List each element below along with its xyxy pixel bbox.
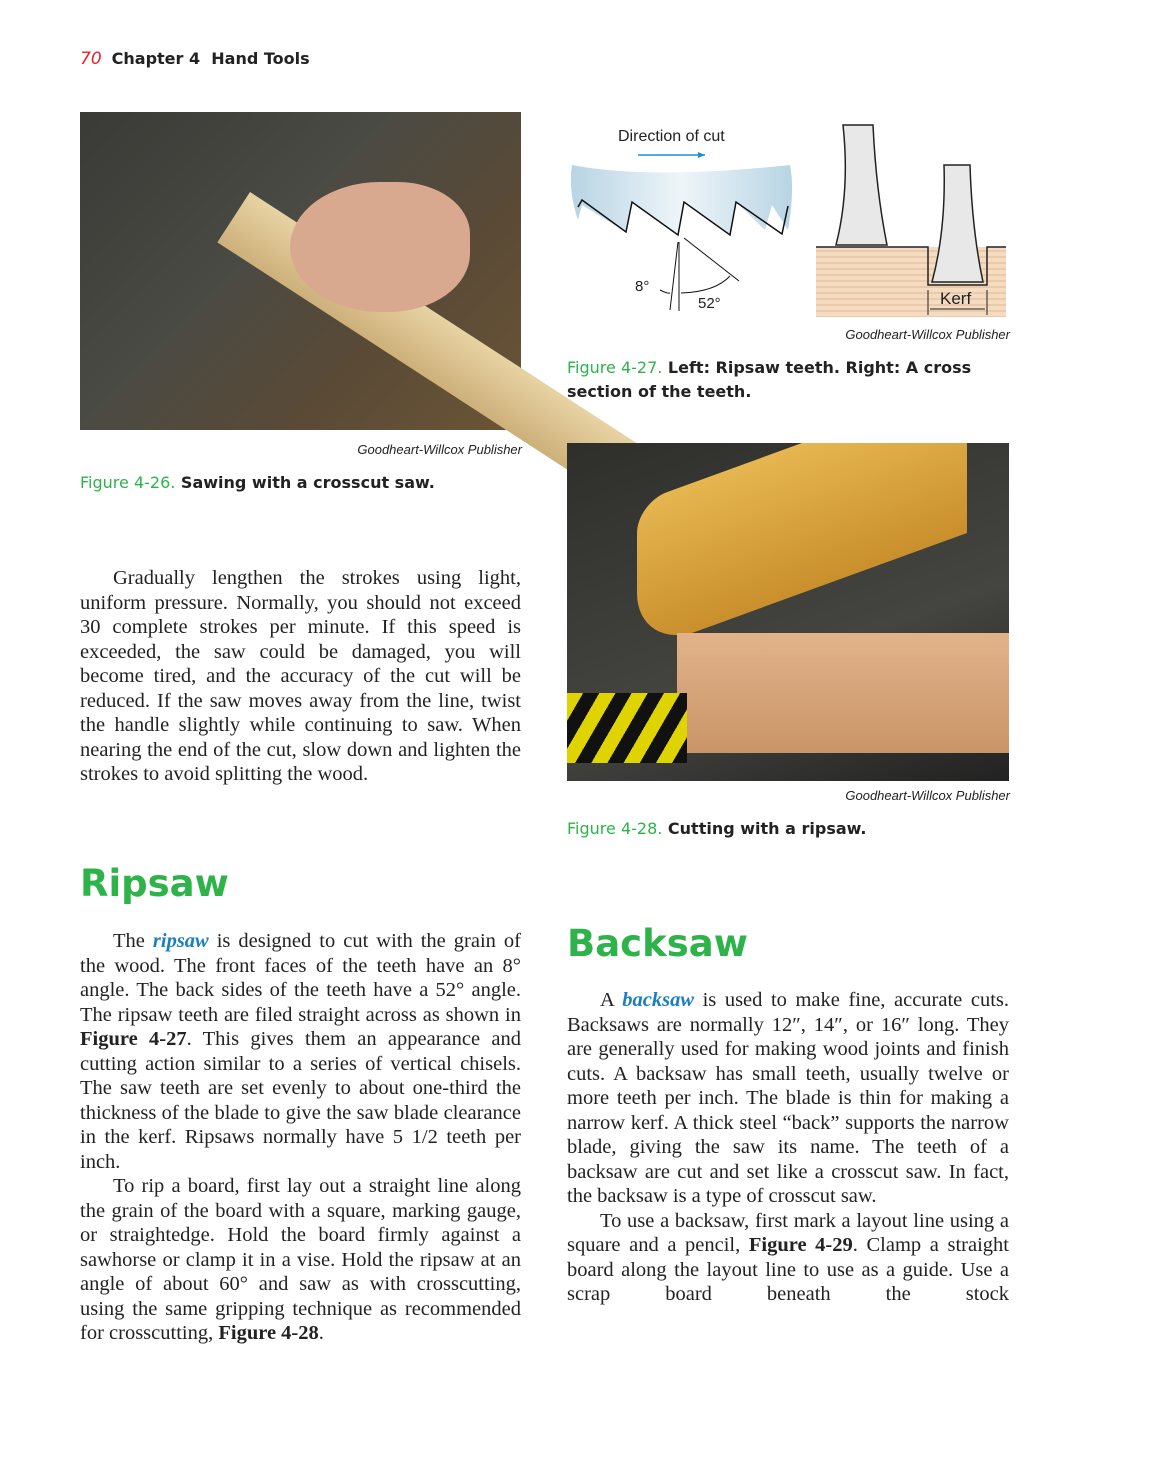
glossary-term: ripsaw [152, 930, 209, 952]
ripsaw-text [80, 929, 521, 1346]
page-number: 70 [80, 49, 102, 69]
figure-credit: Goodheart-Willcox Publisher [845, 788, 1010, 803]
backsaw-text [567, 988, 1009, 1307]
figure-caption: Figure 4-28. Cutting with a ripsaw. [567, 819, 867, 838]
figure-reference: Figure 4-27 [80, 1028, 187, 1050]
ripsaw-photo [567, 443, 1009, 781]
section-heading-ripsaw: Ripsaw [80, 862, 229, 905]
figure-credit: Goodheart-Willcox Publisher [845, 327, 1010, 342]
figure-caption: Figure 4-27. Left: Ripsaw teeth. Right: A cross section of the teeth. [567, 358, 972, 401]
figure-credit: Goodheart-Willcox Publisher [357, 442, 522, 457]
figure-reference: Figure 4-29 [748, 1234, 853, 1256]
paragraph: To rip a board, first lay out a straight line along the grain of the board with a square, marking gauge, or straightedge. Hold the board firmly against a sawhorse or clamp it in a vise. Hold the ripsaw at an angle of about 60° and saw as with crosscutting, using the same gripping technique as recommended for crosscutting, Figure 4-28. [80, 1175, 521, 1344]
ripsaw-teeth-diagram [560, 110, 1020, 325]
chapter-label: Chapter 4 [111, 49, 201, 68]
front-angle-label: 8° [635, 278, 650, 295]
paragraph: To use a backsaw, first mark a layout line using a square and a pencil, Figure 4-29. Clamp a straight board along the layout line to use as a guide. Use a scrap board beneath the stock [567, 1209, 1009, 1305]
crosscut-saw-photo [80, 112, 521, 430]
direction-label: Direction of cut [618, 128, 725, 145]
figure-reference: Figure 4-28 [218, 1322, 319, 1344]
kerf-label: Kerf [940, 289, 972, 308]
back-angle-label: 52° [698, 295, 721, 312]
paragraph: A backsaw is used to make fine, accurate cuts. Backsaws are normally 12″, 14″, or 16″ long. They are generally used for making wood joints and finish cuts. A backsaw has small teeth, usually twelve or more teeth per inch. The blade is thin for making a narrow kerf. A thick steel “back” supports the narrow blade, giving the saw its name. The teeth of a backsaw are cut and set like a crosscut saw. In fact, the backsaw is a type of crosscut saw. [567, 989, 1009, 1207]
figure-caption: Figure 4-26. Sawing with a crosscut saw. [80, 473, 435, 492]
chapter-title: Hand Tools [211, 49, 310, 68]
intro-text [80, 566, 521, 787]
running-header [80, 49, 310, 69]
paragraph: The ripsaw is designed to cut with the grain of the wood. The front faces of the teeth have an 8° angle. The back sides of the teeth have a 52° angle. The ripsaw teeth are filed straight across as shown in Figure 4-27. This gives them an appearance and cutting action similar to a series of vertical chisels. The saw teeth are set evenly to about one-third the thickness of the blade to give the saw blade clearance in the kerf. Ripsaws normally have 5 1/2 teeth per inch. [80, 930, 521, 1173]
section-heading-backsaw: Backsaw [567, 922, 748, 965]
glossary-term: backsaw [622, 989, 694, 1011]
paragraph: Gradually lengthen the strokes using light, uniform pressure. Normally, you should not exceed 30 complete strokes per minute. If this speed is exceeded, the saw could be damaged, you will become tired, and the accuracy of the cut will be reduced. If the saw moves away from the line, twist the handle slightly while continuing to saw. When nearing the end of the cut, slow down and lighten the strokes to avoid splitting the wood. [80, 567, 521, 785]
